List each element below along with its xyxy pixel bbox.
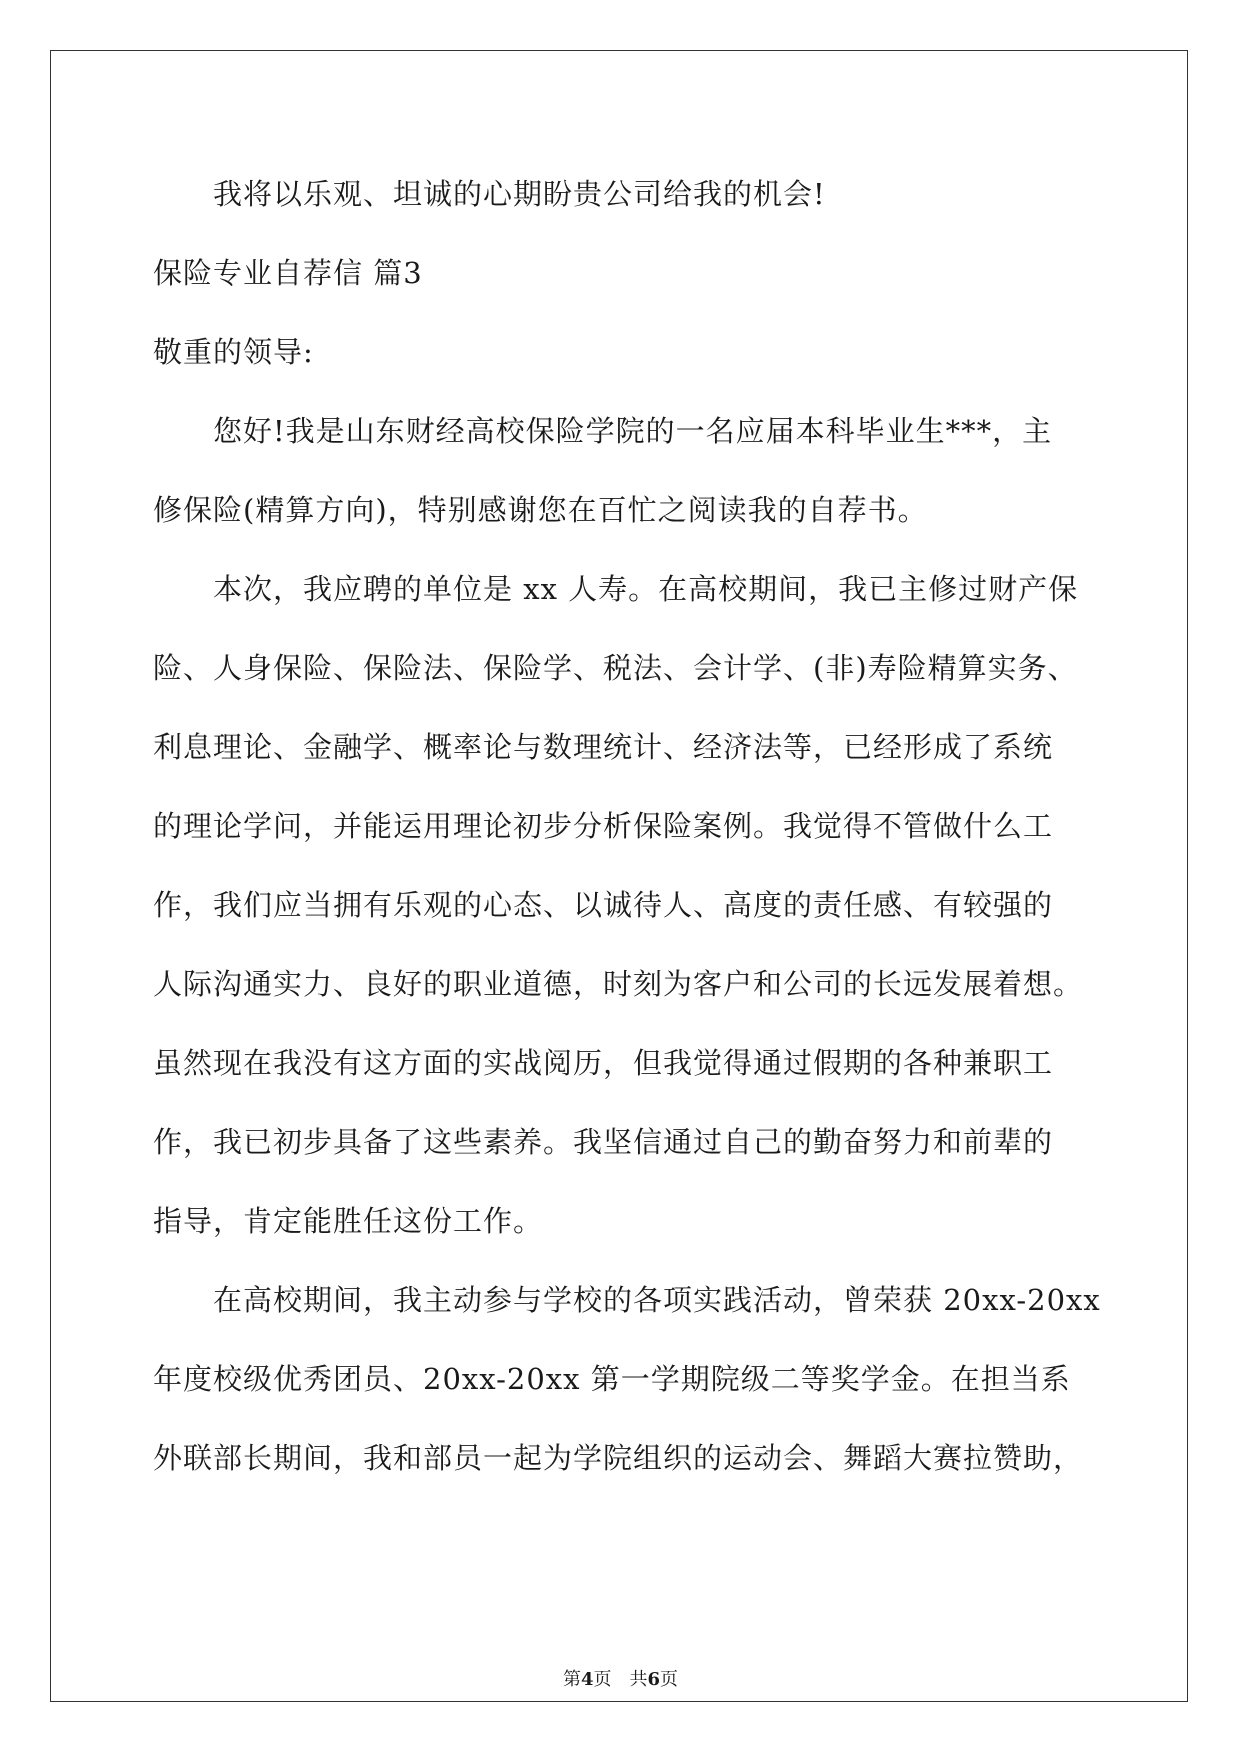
- paragraph-line: 在高校期间，我主动参与学校的各项实践活动，曾荣获 20xx-20xx: [213, 1283, 1101, 1317]
- paragraph-line: 虽然现在我没有这方面的实战阅历，但我觉得通过假期的各种兼职工: [153, 1046, 1054, 1080]
- page-current: 4: [580, 1669, 594, 1690]
- paragraph-line: 您好!我是山东财经高校保险学院的一名应届本科毕业生***，主: [213, 414, 1053, 448]
- paragraph-line: 外联部长期间，我和部员一起为学院组织的运动会、舞蹈大赛拉赞助，: [153, 1441, 1084, 1475]
- paragraph-line: 的理论学问，并能运用理论初步分析保险案例。我觉得不管做什么工: [153, 809, 1054, 843]
- page-total: 6: [647, 1669, 661, 1690]
- section-title: 保险专业自荐信 篇3: [153, 256, 423, 290]
- paragraph-line: 指导，肯定能胜任这份工作。: [153, 1204, 544, 1238]
- page-prefix: 第: [562, 1669, 581, 1690]
- paragraph-line: 本次，我应聘的单位是 xx 人寿。在高校期间，我已主修过财产保: [213, 572, 1079, 606]
- salutation: 敬重的领导:: [153, 335, 314, 369]
- paragraph-line: 作，我们应当拥有乐观的心态、以诚待人、高度的责任感、有较强的: [153, 888, 1054, 922]
- total-prefix: 共: [629, 1669, 648, 1690]
- total-suffix: 页: [660, 1669, 679, 1690]
- paragraph-line: 我将以乐观、坦诚的心期盼贵公司给我的机会!: [213, 177, 826, 211]
- paragraph-line: 修保险(精算方向)，特别感谢您在百忙之阅读我的自荐书。: [153, 493, 928, 527]
- page-suffix: 页: [593, 1669, 612, 1690]
- paragraph-line: 险、人身保险、保险法、保险学、税法、会计学、(非)寿险精算实务、: [153, 651, 1078, 685]
- paragraph-line: 利息理论、金融学、概率论与数理统计、经济法等，已经形成了系统: [153, 730, 1054, 764]
- paragraph-line: 人际沟通实力、良好的职业道德，时刻为客户和公司的长远发展着想。: [153, 967, 1084, 1001]
- paragraph-line: 年度校级优秀团员、20xx-20xx 第一学期院级二等奖学金。在担当系: [153, 1362, 1071, 1396]
- page-footer: [0, 1668, 1241, 1692]
- paragraph-line: 作，我已初步具备了这些素养。我坚信通过自己的勤奋努力和前辈的: [153, 1125, 1054, 1159]
